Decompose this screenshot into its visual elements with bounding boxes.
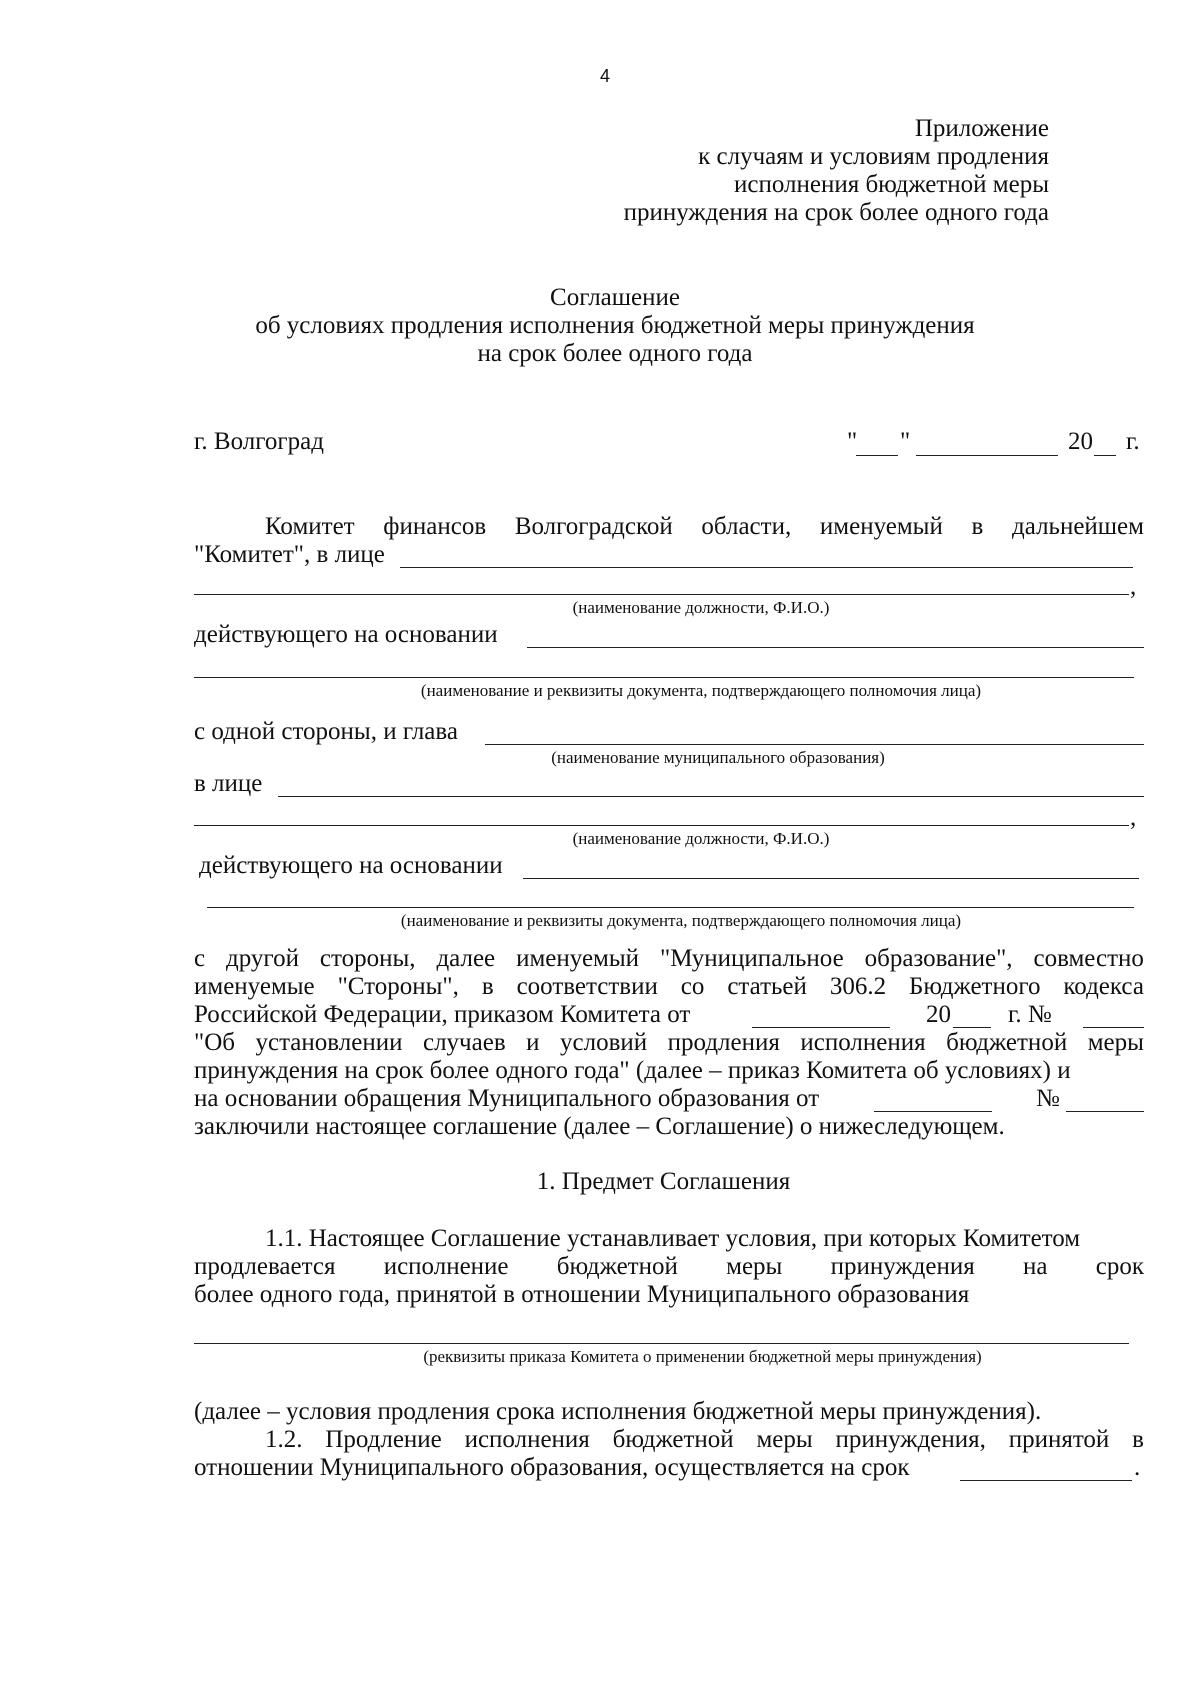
word: 1.2. [265,1426,303,1453]
municipality-blank [485,744,1144,745]
word: меры [1087,1029,1144,1056]
person-blank-2 [194,825,1129,826]
word: меры [756,1426,813,1453]
word: продления [667,1029,780,1056]
city: г. Волгоград [194,428,324,455]
word: Комитет [265,513,355,540]
word: далее [436,945,496,972]
basis-blank-4 [207,907,1134,908]
p12-line-2: отношении Муниципального образования, осуществляется на срок [194,1454,910,1481]
date-year-suffix: г. [1126,428,1140,455]
word: бюджетной [946,1029,1068,1056]
caption-municipality: (наименование муниципального образования) [551,748,885,767]
word: и [526,1029,540,1056]
word: исполнения [800,1029,926,1056]
word: дальнейшем [1012,513,1144,540]
basis-blank-1 [527,647,1144,648]
caption-position-fio-1: (наименование должности, Ф.И.О.) [572,598,830,617]
order-year-prefix: 20 [926,1001,951,1028]
in-person: в лице [194,770,263,797]
p12-line-1 [265,1425,1144,1455]
appeal-number-label: № [1036,1085,1060,1112]
word: статьей [727,973,807,1000]
basis-blank-2 [194,677,1134,678]
representative-blank-2 [194,594,1129,595]
word: области, [701,513,792,540]
committee-line-2: "Комитет", в лице [194,541,385,568]
other-side-line-1 [194,944,1144,974]
basis-blank-3 [523,878,1139,879]
other-side-line-4 [194,1028,1144,1058]
word: образование", [864,945,1013,972]
word: срок [1095,1253,1144,1280]
word: принуждения [830,1253,975,1280]
order-details-blank [194,1343,1129,1344]
page-number: 4 [600,66,611,86]
one-side-head: с одной стороны, и глава [194,718,458,745]
appendix-line-1: Приложение [914,115,1049,142]
p11-line-2 [194,1252,1144,1282]
word: в [971,513,984,540]
date-quote-open: " [847,428,858,455]
title-line-1: Соглашение [550,284,680,311]
word: продлевается [194,1253,336,1280]
word: "Стороны", [337,973,459,1000]
appendix-line-2: к случаям и условиям продления [698,143,1049,170]
word: случаев [422,1029,506,1056]
word: кодекса [1063,973,1144,1000]
person-blank-1 [278,796,1144,797]
comma-1: , [1130,573,1137,600]
other-side-line-7: заключили настоящее соглашение (далее – Соглашение) о нижеследующем. [194,1113,1005,1140]
word: на [1023,1253,1048,1280]
word: с [194,945,206,972]
word: принуждения, [835,1426,986,1453]
committee-line-1 [265,512,1144,542]
other-side-line-3a: Российской Федерации, приказом Комитета от [194,1001,691,1028]
word: стороны, [319,945,416,972]
date-year-blank [1094,455,1116,456]
date-month-blank [916,455,1058,456]
p11-line-3: более одного года, принятой в отношении Муниципального образования [194,1281,970,1308]
caption-order: (реквизиты приказа Комитета о применении бюджетной меры принуждения) [423,1347,982,1366]
p12-end-period: . [1134,1454,1141,1481]
appendix-line-4: принуждения на срок более одного года [623,199,1049,226]
word: бюджетной [612,1426,734,1453]
word: финансов [383,513,487,540]
caption-document-1: (наименование и реквизиты документа, подтверждающего полномочия лица) [420,681,982,700]
word: совместно [1033,945,1144,972]
word: бюджетной [556,1253,678,1280]
representative-blank-1 [400,567,1133,568]
p11-line-4: (далее – условия продления срока исполнения бюджетной меры принуждения). [194,1398,1042,1425]
word: "Об [194,1029,235,1056]
word: в [481,973,494,1000]
word: 306.2 [829,973,887,1000]
term-blank [960,1480,1132,1481]
order-number-label: г. № [1008,1001,1052,1028]
word: принятой [1008,1426,1110,1453]
word: со [680,973,705,1000]
date-day-blank [856,455,898,456]
word: именуемые [194,973,315,1000]
title-line-2: об условиях продления исполнения бюджетной меры принуждения [255,312,975,339]
appendix-line-3: исполнения бюджетной меры [733,171,1049,198]
section-1-heading: 1. Предмет Соглашения [536,1168,791,1195]
word: исполнение [383,1253,509,1280]
word: другой [226,945,299,972]
other-side-line-6a: на основании обращения Муниципального образования от [194,1085,820,1112]
word: меры [726,1253,783,1280]
word: установлении [255,1029,403,1056]
date-quote-close: " [900,428,911,455]
title-line-3: на срок более одного года [477,340,753,367]
word: Волгоградской [514,513,673,540]
date-year-prefix: 20 [1068,428,1093,455]
appeal-number-blank [1066,1111,1144,1112]
word: условий [560,1029,648,1056]
comma-2: , [1130,804,1137,831]
word: соответствии [516,973,658,1000]
word: в [1132,1426,1144,1453]
word: Бюджетного [909,973,1041,1000]
acting-basis-1: действующего на основании [194,621,498,648]
other-side-line-2 [194,972,1144,1002]
caption-document-2: (наименование и реквизиты документа, подтверждающего полномочия лица) [400,911,962,930]
other-side-line-5: принуждения на срок более одного года" (далее – приказ Комитета об условиях) и [194,1057,1071,1084]
acting-basis-2: действующего на основании [199,852,503,879]
word: Продление [325,1426,442,1453]
word: именуемый [819,513,943,540]
word: исполнения [464,1426,590,1453]
word: "Муниципальное [659,945,844,972]
p11-line-1: 1.1. Настоящее Соглашение устанавливает условия, при которых Комитетом [265,1225,1081,1252]
caption-position-fio-2: (наименование должности, Ф.И.О.) [572,829,830,848]
word: именуемый [516,945,640,972]
